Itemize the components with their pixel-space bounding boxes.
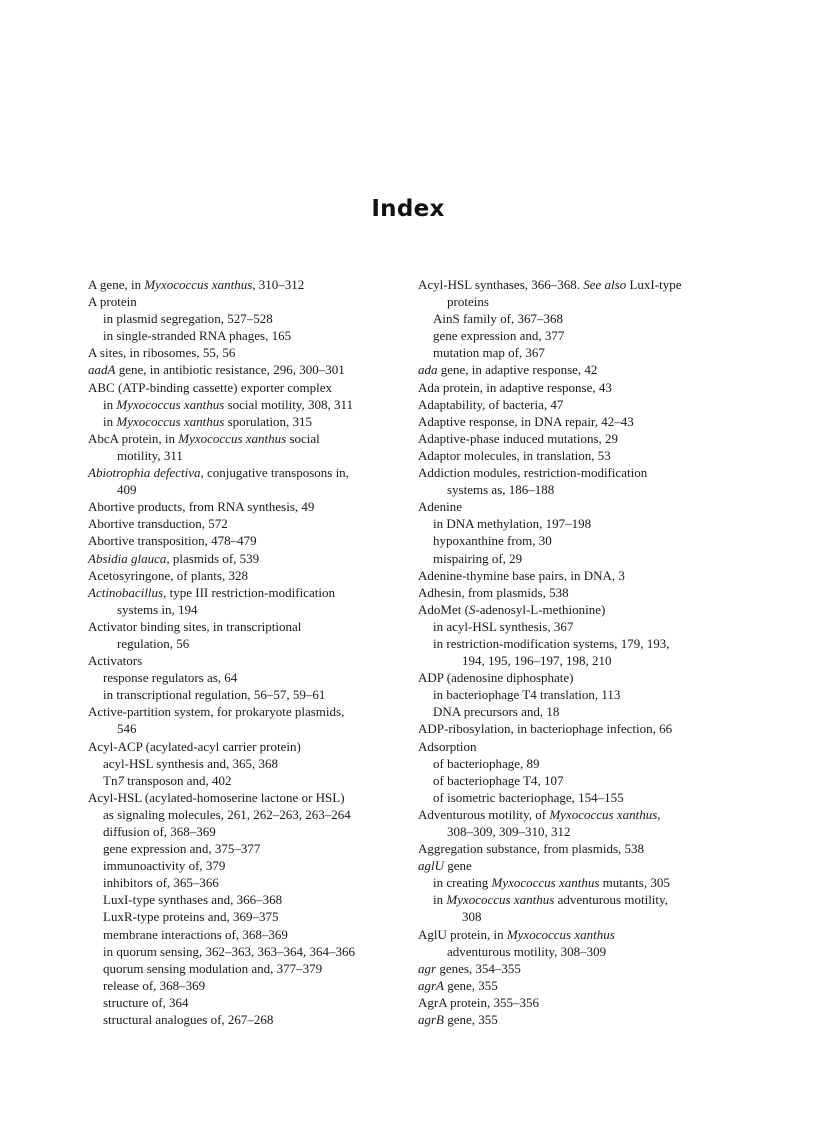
italic-term: 7	[117, 772, 124, 788]
index-entry	[418, 994, 730, 1011]
entry-text: LuxI-type synthases and, 366–368	[103, 892, 283, 908]
entry-text: Adaptor molecules, in translation, 53	[418, 447, 611, 463]
index-entry	[418, 926, 730, 943]
entry-text: ABC (ATP-binding cassette) exporter complex	[88, 379, 333, 395]
index-subentry	[88, 1011, 400, 1028]
index-subentry	[88, 396, 400, 413]
entry-text: -adenosyl-L-methionine)	[475, 601, 606, 617]
index-subentry	[88, 891, 400, 908]
entry-text: Adventurous motility, of	[418, 806, 550, 822]
entry-text: Adsorption	[418, 738, 477, 754]
entry-text: Adenine-thymine base pairs, in DNA, 3	[418, 567, 625, 583]
index-entry	[418, 857, 730, 874]
entry-text: gene expression and, 377	[433, 328, 565, 344]
entry-text: 308	[462, 909, 482, 925]
entry-text: motility, 311	[117, 447, 183, 463]
entry-text: DNA precursors and, 18	[433, 704, 560, 720]
index-subentry	[418, 515, 730, 532]
entry-text: Activators	[88, 653, 143, 669]
entry-text: AglU protein, in	[418, 926, 507, 942]
index-subentry	[418, 532, 730, 549]
entry-text: Active-partition system, for prokaryote plasmids,	[88, 704, 345, 720]
index-entry	[88, 550, 400, 567]
index-subentry	[418, 686, 730, 703]
entry-text: A gene, in	[88, 277, 145, 292]
entry-text: mutation map of, 367	[433, 345, 545, 361]
entry-text: hypoxanthine from, 30	[433, 533, 552, 549]
index-entry-continuation	[88, 481, 400, 498]
entry-text: Aggregation substance, from plasmids, 538	[418, 841, 645, 857]
index-entry	[418, 276, 730, 293]
entry-text: Activator binding sites, in transcriptional	[88, 618, 302, 634]
entry-text: in single-stranded RNA phages, 165	[103, 328, 292, 344]
italic-term: Myxococcus xanthus	[491, 875, 600, 891]
entry-text: 308–309, 309–310, 312	[447, 824, 571, 839]
index-entry	[88, 567, 400, 584]
index-entry-continuation	[418, 293, 730, 310]
entry-text: ADP-ribosylation, in bacteriophage infection, 66	[418, 721, 673, 737]
italic-term: Abiotrophia defectiva	[88, 465, 201, 481]
index-subentry	[418, 755, 730, 772]
index-subentry	[88, 327, 400, 344]
index-subentry	[418, 344, 730, 361]
index-entry	[88, 703, 400, 720]
index-subentry	[418, 789, 730, 806]
index-entry	[88, 293, 400, 310]
entry-text: Abortive products, from RNA synthesis, 49	[88, 499, 315, 515]
entry-text: gene expression and, 375–377	[103, 841, 261, 857]
entry-text: Adaptive-phase induced mutations, 29	[418, 430, 619, 446]
italic-term: Absidia glauca	[88, 550, 167, 566]
entry-text: diffusion of, 368–369	[103, 824, 216, 839]
entry-text: 409	[117, 482, 137, 498]
index-entry	[88, 276, 400, 293]
entry-text: AgrA protein, 355–356	[418, 994, 539, 1010]
index-entry	[418, 430, 730, 447]
entry-text: in	[433, 892, 447, 908]
index-entry	[418, 840, 730, 857]
entry-text: genes, 354–355	[436, 960, 521, 976]
entry-text: in acyl-HSL synthesis, 367	[433, 618, 574, 634]
entry-text: of bacteriophage, 89	[433, 755, 540, 771]
entry-text: Adaptive response, in DNA repair, 42–43	[418, 413, 634, 429]
index-subentry	[88, 874, 400, 891]
index-entry	[88, 498, 400, 515]
entry-text: in restriction-modification systems, 179, 193,	[433, 635, 670, 651]
entry-text: of bacteriophage T4, 107	[433, 772, 564, 788]
entry-text: in	[103, 413, 117, 429]
index-entry	[418, 379, 730, 396]
entry-text: systems in, 194	[117, 601, 198, 617]
index-entry-continuation	[418, 943, 730, 960]
entry-text: adventurous motility, 308–309	[447, 943, 607, 959]
entry-text: AdoMet (	[418, 601, 469, 617]
index-entry	[418, 1011, 730, 1028]
index-subentry	[418, 891, 730, 908]
entry-text: in transcriptional regulation, 56–57, 59–61	[103, 687, 326, 703]
entry-text: Tn	[103, 772, 118, 788]
index-entry	[88, 652, 400, 669]
entry-text: gene, in antibiotic resistance, 296, 300–301	[115, 362, 345, 378]
index-entry	[418, 720, 730, 737]
index-entry	[418, 738, 730, 755]
index-entry	[418, 806, 730, 823]
index-subentry	[88, 977, 400, 994]
index-entry	[418, 498, 730, 515]
entry-text: Adhesin, from plasmids, 538	[418, 584, 569, 600]
entry-text: immunoactivity of, 379	[103, 858, 226, 874]
entry-text: , 310–312	[252, 277, 305, 292]
index-entry-continuation	[418, 481, 730, 498]
entry-text: Abortive transduction, 572	[88, 516, 228, 532]
entry-text: Adaptability, of bacteria, 47	[418, 396, 564, 412]
index-entry	[418, 413, 730, 430]
index-subentry	[88, 310, 400, 327]
index-entry	[88, 430, 400, 447]
entry-text: , plasmids of, 539	[166, 550, 260, 566]
index-entry	[88, 584, 400, 601]
entry-text: ,	[657, 806, 661, 822]
entry-text: mispairing of, 29	[433, 550, 523, 566]
entry-text: response regulators as, 64	[103, 670, 238, 686]
index-entry	[418, 584, 730, 601]
entry-text: A sites, in ribosomes, 55, 56	[88, 345, 236, 361]
index-subentry	[418, 327, 730, 344]
index-entry-continuation	[88, 447, 400, 464]
entry-text: in plasmid segregation, 527–528	[103, 311, 273, 327]
index-column-right	[418, 276, 730, 1028]
entry-text: in DNA methylation, 197–198	[433, 516, 592, 532]
entry-text: AinS family of, 367–368	[433, 311, 563, 327]
index-subentry	[418, 618, 730, 635]
page-title: Index	[371, 196, 445, 222]
index-subentry	[88, 908, 400, 925]
entry-text: proteins	[447, 294, 489, 310]
index-entry	[418, 396, 730, 413]
entry-text: , type III restriction-modification	[163, 584, 335, 600]
index-entry-continuation	[418, 823, 730, 840]
index-subentry	[88, 857, 400, 874]
index-subentry	[88, 806, 400, 823]
italic-term: Actinobacillus	[88, 584, 164, 600]
index-subentry	[418, 874, 730, 891]
italic-term: Myxococcus xanthus	[549, 806, 658, 822]
entry-text: Addiction modules, restriction-modification	[418, 465, 648, 481]
entry-text: LuxR-type proteins and, 369–375	[103, 909, 279, 925]
italic-term: Myxococcus xanthus	[446, 892, 555, 908]
entry-text: in bacteriophage T4 translation, 113	[433, 687, 621, 703]
index-entry	[88, 379, 400, 396]
italic-term: aadA	[88, 362, 116, 378]
index-subentry	[418, 550, 730, 567]
entry-text: A protein	[88, 294, 137, 310]
index-entry	[418, 601, 730, 618]
entry-text: in	[103, 396, 117, 412]
index-entry	[418, 361, 730, 378]
entry-text: social motility, 308, 311	[224, 396, 353, 412]
italic-term: agrA	[418, 977, 444, 993]
entry-text: Acetosyringone, of plants, 328	[88, 567, 248, 583]
index-subentry	[418, 772, 730, 789]
entry-text: gene, 355	[444, 977, 498, 993]
index-entry	[88, 532, 400, 549]
index-subentry	[88, 669, 400, 686]
index-entry	[418, 960, 730, 977]
entry-text: in quorum sensing, 362–363, 363–364, 364–366	[103, 943, 356, 959]
entry-text: social	[286, 430, 320, 446]
index-entry	[418, 669, 730, 686]
entry-text: , conjugative transposons in,	[200, 465, 349, 481]
index-subentry	[418, 635, 730, 652]
entry-text: adventurous motility,	[554, 892, 668, 908]
entry-text: transposon and, 402	[123, 772, 232, 788]
entry-text: gene	[444, 858, 472, 874]
italic-term: See also	[583, 277, 627, 292]
index-entry	[88, 344, 400, 361]
entry-text: AbcA protein, in	[88, 430, 179, 446]
entry-text: gene, in adaptive response, 42	[437, 362, 598, 378]
entry-text: LuxI-type	[626, 277, 682, 292]
index-entry	[88, 464, 400, 481]
entry-text: mutants, 305	[599, 875, 670, 891]
index-entry	[88, 789, 400, 806]
index-entry-continuation	[88, 720, 400, 737]
entry-text: Ada protein, in adaptive response, 43	[418, 379, 612, 395]
index-entry	[418, 464, 730, 481]
italic-term: Myxococcus xanthus	[116, 413, 225, 429]
entry-text: structure of, 364	[103, 994, 189, 1010]
entry-text: of isometric bacteriophage, 154–155	[433, 789, 624, 805]
index-entry	[418, 977, 730, 994]
entry-text: acyl-HSL synthesis and, 365, 368	[103, 755, 278, 771]
index-entry-continuation	[418, 652, 730, 669]
entry-text: membrane interactions of, 368–369	[103, 926, 288, 942]
index-subentry	[88, 686, 400, 703]
index-column-left	[88, 276, 400, 1028]
italic-term: aglU	[418, 858, 444, 874]
index-subentry	[88, 772, 400, 789]
entry-text: Abortive transposition, 478–479	[88, 533, 257, 549]
italic-term: Myxococcus xanthus	[178, 430, 287, 446]
italic-term: Myxococcus xanthus	[116, 396, 225, 412]
entry-text: as signaling molecules, 261, 262–263, 263–264	[103, 806, 351, 822]
index-subentry	[88, 926, 400, 943]
entry-text: structural analogues of, 267–268	[103, 1012, 274, 1028]
index-entry	[88, 738, 400, 755]
entry-text: sporulation, 315	[224, 413, 313, 429]
entry-text: Acyl-ACP (acylated-acyl carrier protein)	[88, 738, 301, 754]
italic-term: agr	[418, 960, 437, 976]
index-subentry	[88, 823, 400, 840]
entry-text: release of, 368–369	[103, 977, 206, 993]
entry-text: regulation, 56	[117, 635, 190, 651]
entry-text: in creating	[433, 875, 492, 891]
italic-term: Myxococcus xanthus	[144, 277, 253, 292]
index-entry-continuation	[88, 635, 400, 652]
index-subentry	[88, 960, 400, 977]
index-entry	[418, 447, 730, 464]
index-subentry	[418, 703, 730, 720]
index-entry-continuation	[88, 601, 400, 618]
index-subentry	[88, 994, 400, 1011]
index-entry	[88, 361, 400, 378]
entry-text: quorum sensing modulation and, 377–379	[103, 960, 323, 976]
italic-term: agrB	[418, 1012, 444, 1028]
index-subentry	[88, 413, 400, 430]
index-entry	[88, 618, 400, 635]
index-subentry	[88, 840, 400, 857]
index-subentry	[418, 310, 730, 327]
index-subentry	[88, 755, 400, 772]
entry-text: inhibitors of, 365–366	[103, 875, 219, 891]
entry-text: ADP (adenosine diphosphate)	[418, 670, 574, 686]
italic-term: ada	[418, 362, 438, 378]
entry-text: systems as, 186–188	[447, 482, 555, 498]
italic-term: S	[468, 601, 476, 617]
entry-text: 194, 195, 196–197, 198, 210	[462, 653, 612, 669]
entry-text: 546	[117, 721, 137, 737]
entry-text: Adenine	[418, 499, 463, 515]
entry-text: gene, 355	[444, 1012, 498, 1028]
index-entry	[418, 567, 730, 584]
entry-text: Acyl-HSL synthases, 366–368.	[418, 277, 584, 292]
index-entry	[88, 515, 400, 532]
entry-text: Acyl-HSL (acylated-homoserine lactone or HSL)	[88, 789, 345, 805]
italic-term: Myxococcus xanthus	[506, 926, 615, 942]
index-subentry	[88, 943, 400, 960]
index-entry-continuation	[418, 908, 730, 925]
